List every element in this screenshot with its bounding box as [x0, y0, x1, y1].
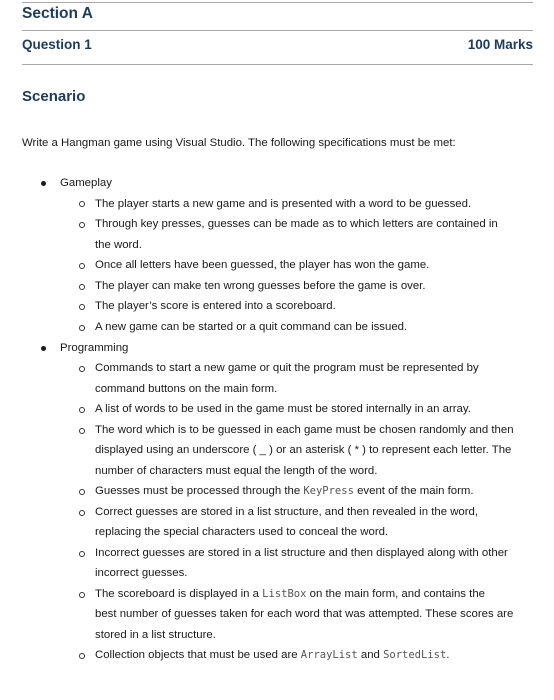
sub-bullet-icon	[79, 428, 85, 434]
question-rule	[22, 64, 533, 65]
gameplay-item: The player’s score is entered into a scoreboard.	[95, 300, 336, 312]
scenario-heading: Scenario	[22, 88, 86, 105]
programming-item-continued: replacing the special characters used to conceal the word.	[95, 526, 389, 538]
gameplay-item: Once all letters have been guessed, the player has won the game.	[95, 259, 430, 271]
programming-item	[95, 584, 485, 605]
programming-item: Commands to start a new game or quit the program must be represented by	[95, 362, 479, 374]
sub-bullet-icon	[79, 551, 85, 557]
section-heading: Section A	[22, 5, 93, 22]
bullet-icon	[41, 346, 46, 351]
sub-bullet-icon	[79, 222, 85, 228]
programming-text: event of the main form.	[357, 485, 474, 497]
programming-item-continued: number of characters must equal the length of the word.	[95, 465, 378, 477]
programming-item	[95, 645, 449, 666]
programming-item	[95, 481, 474, 502]
programming-label: Programming	[60, 342, 129, 354]
programming-item: The word which is to be guessed in each game must be chosen randomly and then	[95, 424, 514, 436]
sub-bullet-icon	[79, 284, 85, 290]
programming-item: Correct guesses are stored in a list structure, and then revealed in the word,	[95, 506, 479, 518]
sub-bullet-icon	[79, 592, 85, 598]
period-text: .	[446, 649, 450, 661]
sub-bullet-icon	[79, 653, 85, 659]
programming-item-continued: best number of guesses taken for each word that was attempted. These scores are	[95, 608, 514, 620]
programming-text: Collection objects that must be used are	[95, 649, 298, 661]
bullet-icon	[41, 181, 46, 186]
programming-item: Incorrect guesses are stored in a list structure and then displayed along with other	[95, 547, 508, 559]
top-rule	[22, 2, 533, 3]
intro-paragraph: Write a Hangman game using Visual Studio. The following specifications must be met:	[22, 137, 456, 149]
code-arraylist: ArrayList	[300, 649, 358, 661]
programming-text: Guesses must be processed through the	[95, 485, 301, 497]
sub-bullet-icon	[79, 325, 85, 331]
code-listbox: ListBox	[262, 588, 307, 600]
programming-text: and	[360, 649, 380, 661]
gameplay-item: The player starts a new game and is presented with a word to be guessed.	[95, 198, 472, 210]
programming-text: on the main form, and contains the	[309, 588, 486, 600]
programming-item-continued: incorrect guesses.	[95, 567, 188, 579]
programming-item-continued: stored in a list structure.	[95, 629, 216, 641]
gameplay-label: Gameplay	[60, 177, 112, 189]
question-heading: Question 1	[22, 37, 92, 52]
programming-item-continued: displayed using an underscore ( _ ) or an asterisk ( * ) to represent each letter. The	[95, 444, 512, 456]
sub-bullet-icon	[79, 263, 85, 269]
sub-bullet-icon	[79, 407, 85, 413]
programming-item-continued: command buttons on the main form.	[95, 383, 278, 395]
gameplay-item: Through key presses, guesses can be made as to which letters are contained in	[95, 218, 498, 230]
sub-bullet-icon	[79, 201, 85, 207]
gameplay-item: The player can make ten wrong guesses before the game is over.	[95, 280, 426, 292]
gameplay-item: A new game can be started or a quit command can be issued.	[95, 321, 408, 333]
code-sortedlist: SortedList	[383, 649, 447, 661]
gameplay-item-continued: the word.	[95, 239, 142, 251]
section-rule	[22, 30, 533, 31]
sub-bullet-icon	[79, 366, 85, 372]
sub-bullet-icon	[79, 489, 85, 495]
sub-bullet-icon	[79, 304, 85, 310]
programming-text: The scoreboard is displayed in a	[95, 588, 259, 600]
marks-label: 100 Marks	[467, 37, 533, 52]
sub-bullet-icon	[79, 510, 85, 516]
programming-item: A list of words to be used in the game must be stored internally in an array.	[95, 403, 471, 415]
code-keypress: KeyPress	[303, 485, 354, 497]
